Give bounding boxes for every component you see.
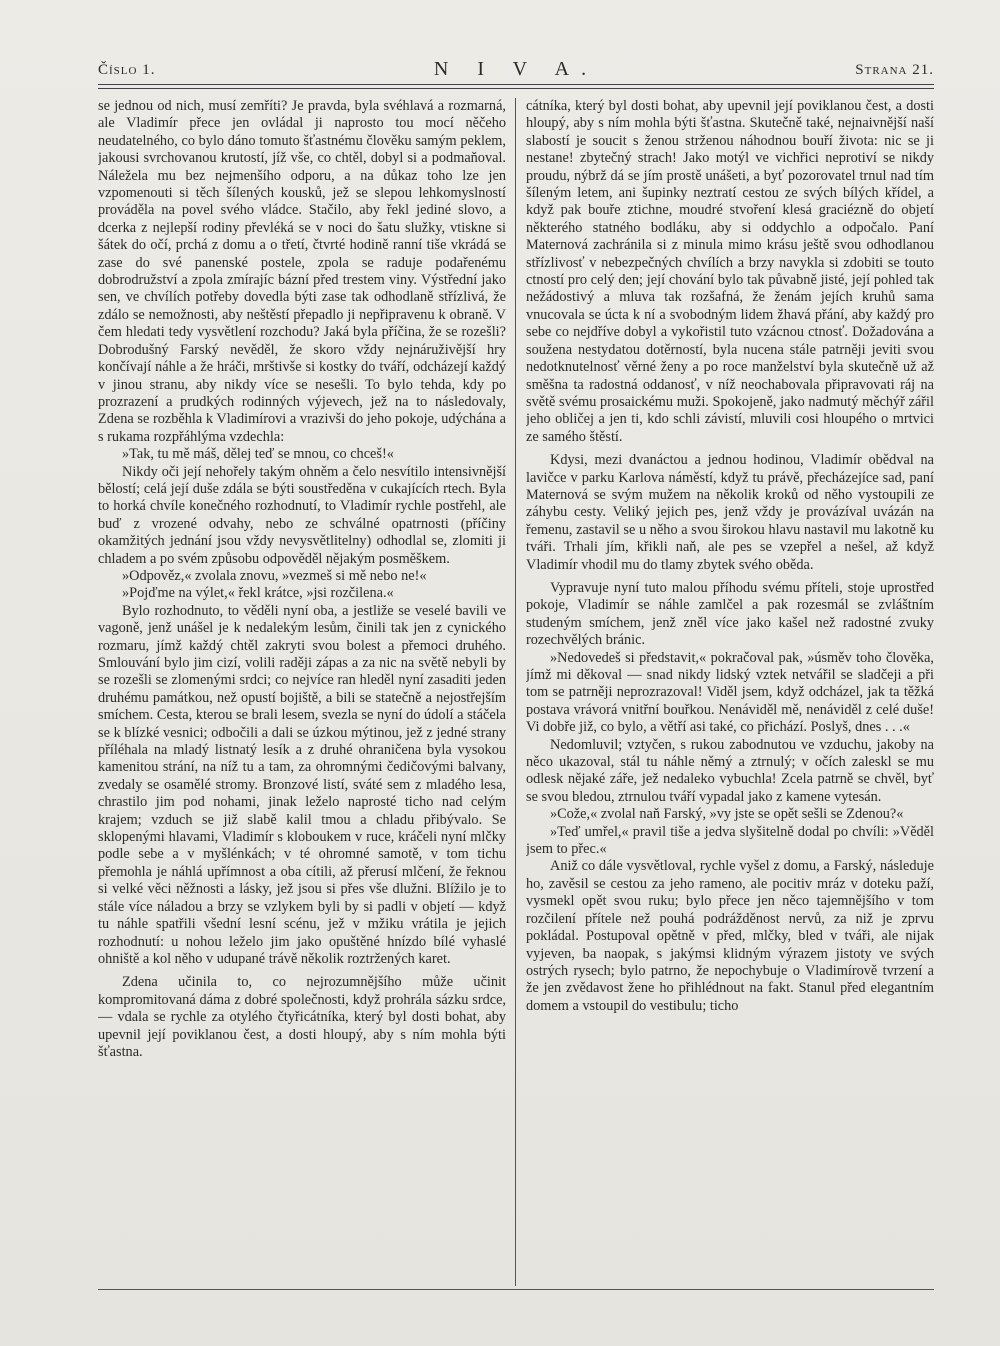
paragraph: cátníka, který byl dosti bohat, aby upevnil její poviklanou čest, a dosti hloupý, aby s ním mohla býti šťastna. Skutečně také, nejnaivnější naší slabostí je soucit s ženou strženou náhodnou bouří života: nic se ji nestane! zbytečný strach! Jako motýl ve vichřici neprotiví se nikdy proudu, nýbrž dá se jím prostě unášeti, a byť pozorovatel trnul nad tím šíleným letem, ani šupinky neztratí cestou ze svých bílých křídel, a když pak bouře ztichne, moudré stvoření klesá graciézně do objetí některého statného bodláku, aby si oddychlo a odpočalo. Paní Maternová zachránila si z minula mimo krásu ještě svou odhodlanou střízlivosť v nebezpečných chvílích a brzy navykla si zdobiti se touto ctností pro celý den; její chování bylo tak půvabně jisté, její pohled tak nežádostivý a mluva tak rozšafná, že ženám jejích kruhů sama vnucovala se úcta k ní a svobodným lidem žhavá přání, aby každý pro sebe co nejdříve dobyl a vykořistil tuto vzácnou ctnosť. Dožadována a soužena nestydatou dotěrností, byla nucena stále patrněji jeviti svou nedotknutelnosť věrné ženy a po roce manželství byla skutečně už až směšna ta radostná oddanosť, v níž neochabovala připravovati ráj na světě svému prosaickému muži. Spokojeně, jako nadmutý měchýř zářil jeho obličej a jen ti, kdo schli závistí, mluvili cosi hloupého o mrtvici ze samého štěstí.: [526, 98, 934, 445]
issue-number: Číslo 1.: [98, 62, 156, 78]
column-divider: [515, 98, 516, 1286]
paragraph: Zdena učinila to, co nejrozumnějšího může učinit kompromitovaná dáma z dobré společnosti, když prohrála sázku srdce, — vdala se rychle za otylého čtyřicátníka, který byl dosti bohat, aby upevnil její poviklanou čest, a dosti hloupý, aby s ním mohla býti šťastna.: [98, 974, 506, 1060]
paragraph: Nikdy oči její nehořely takým ohněm a čelo nesvítilo intensivnější bělostí; celá její duše zdála se býti soustředěna v cukajících rtech. Byla to horká chvíle konečného rozhodnutí, to Vladimír rychle postřehl, ale buď z vrozené odvahy, nebo ze schválné opatrnosti (příčiny okamžitých jednání jsou vždy nevysvětlitelny) odhodlal se, zlomiti ji chladem a po svém způsobu odpověděl nějakým posměškem.: [98, 463, 506, 567]
paragraph: Nedomluvil; vztyčen, s rukou zabodnutou ve vzduchu, jakoby na něco ukazoval, stál tu náhle němý a ztrnulý; v očích zaleskl se mu odlesk nějaké záře, jež nedaleko vybuchla! Zcela patrně se chvěl, byť se svou bledou, ztrnulou tváří vypadal jako z kamene vytesán.: [526, 736, 934, 805]
paragraph: Aniž co dále vysvětloval, rychle vyšel z domu, a Farský, následuje ho, zavěsil se cestou za jeho rameno, ale pocitiv mráz v doteku paží, vysmekl opět svou ruku; bylo přece jen něco tajemnějšího v tom rozčilení přítele než pouhá podrážděnost nervů, za niž je zprvu pokládal. Postupoval opětně v před, mlčky, bled v tváři, ale nijak vyjeven, ba naopak, s jakýmsi klidným výrazem jistoty ve svých ostrých rysech; bylo patrno, že nepochybuje o Vladimírově tvrzení a že jen zvědavost žene ho přihlédnout na fakt. Stanul před elegantním domem a vstoupil do vestibulu; ticho: [526, 858, 934, 1014]
right-column: [526, 98, 934, 1288]
left-column: [98, 98, 506, 1288]
paragraph: Vypravuje nyní tuto malou příhodu svému příteli, stoje uprostřed pokoje, Vladimír se náhle zamlčel a pak rozesmál se zvláštním studeným smíchem, jenž zněl více jako kašel než radostné zvuky rozechvělých bránic.: [526, 579, 934, 649]
masthead-title: N I V A.: [433, 58, 599, 80]
page-number: Strana 21.: [855, 62, 934, 78]
header-rule: [98, 84, 934, 89]
paragraph: Kdysi, mezi dvanáctou a jednou hodinou, Vladimír obědval na lavičce v parku Karlova náměstí, když tu právě, přecházejíce sad, paní Maternová se svým mužem na několik kroků od něho vystoupili ze záhybu cesty. Veliký jejich pes, jenž vždy je provázíval uvázán na řemenu, zastavil se u něho a svou širokou hlavu nastavil mu lakotně ku tváři. Trhali jím, křikli naň, ale pes se vzepřel a nešel, až když Vladimír vhodil mu do tlamy zbytek svého oběda.: [526, 452, 934, 573]
paragraph: Bylo rozhodnuto, to věděli nyní oba, a jestliže se veselé bavili ve vagoně, jenž unášel je k nedalekým lesům, činili tak jen z cynického rozmaru, jímž každý chtěl zakryti svou bolest a přemoci druhého. Smlouvání bylo jim cizí, volili raději zápas a za nic na světě nebyli by se rozešli se zlomenými srdci; co nejvíce ran hleděl nyní zasaditi jeden druhému památkou, než opustí bojiště, a bili se statečně a nejostřejším smíchem. Cesta, kterou se brali lesem, svezla se nyní do údolí a stáčela se k blízké vesnici; odbočili a dali se úzkou mýtinou, jež z jedné strany příléhala na mladý listnatý lesík a z druhé ohraničena byla vysokou kamenitou strání, na níž tu a tam, za ohromnými čedičovými balvany, zvedaly se osamělé stromy. Bronzové listí, sváté sem z mladého lesa, chrastilo jim pod nohami, jinak leželo naprosté ticho nad celým krajem; vzduch se již slabě kalil tmou a chladu přibývalo. Se sklopenými hlavami, Vladimír s kloboukem v ruce, kráčeli nyní mlčky podle sebe a v myšlénkách; v té ohromné samotě, v tom tichu přemohla je náhlá upřímnost a oba cítili, až přerusí mlčení, že řeknou si velké věci něžnosti a lásky, jež jsou si přes vše dlužni. Blížilo je to stále více náladou a brzy se vzlykem byli by si padli v objetí — když tu náhle spatřili všední lesní scénu, jež v mžiku vrátila je jejich rozhodnutí: u nohou leželo jim jako opuštěné hnízdo bílé vyhaslé ohniště a kol něho v udupané trávě několik roztržených karet.: [98, 602, 506, 967]
paragraph: »Odpověz,« zvolala znovu, »vezmeš si mě nebo ne!«: [122, 567, 427, 584]
paragraph: »Nedovedeš si představit,« pokračoval pak, »úsměv toho člověka, jímž mi děkoval — snad nikdy lidský vztek netvářil se sladčeji a při tom se patrněji neprozrazoval! Viděl jsem, když odcházel, jak ta těžká postava vrávorá vnitřní bouřkou. Nenáviděl mě, nenáviděl z celé duše! Vi dobře již, co bylo, a větří asi také, co přichází. Poslyš, dnes . . .«: [526, 649, 934, 736]
page-header: [98, 58, 934, 82]
paragraph: se jednou od nich, musí zemříti? Je pravda, byla svéhlavá a rozmarná, ale Vladimír přece jen ovládal ji naprosto tou mocí něčeho neudatelného, co bylo dáno tomuto šťastnému člověku samým peklem, jakousi svrchovanou krutostí, jíž vše, co chtěl, dobyl si a podmaňoval. Náležela mu bez nejmenšího odporu, a na důkaz toho lze jen vzpomenouti si těch šílených kousků, jež se slepou lehkomyslností prováděla na povel svého vládce. Stačilo, aby řekl jediné slovo, a dcerka z nejlepší rodiny převléká se v noci do šatu služky, vtiskne si šátek do očí, prchá z domu a o třetí, čtvrté hodině ranní tiše vkrádá se zase do své panenské postele, zpola se raduje podařenému dobrodružství a zpola zmírajíc bázní před trestem viny. Výstřední jako sen, ve chvílích potřeby dovedla býti zase tak odhodlaně střízlivá, že zdálo se nemožnosti, aby neštěstí přepadlo ji nepřipravenu k obraně. V čem hledati tedy vysvětlení rozchodu? Jaká byla příčina, že se rozešli? Dobrodušný Farský nevěděl, že skoro vždy nejnáruživější hry končívají náhle a že hráči, mrštivše si kostky do tváří, odcházejí každý v jinou stranu, aby nikdy více se nesešli. To bylo tehda, kdy po prozrazení a prudkých rodinných výjevech, jež na to následovaly, Zdena se rozběhla k Vladimírovi a vrazivši do jeho pokoje, udýchána a s rukama rozpřáhlýma vzdechla:: [98, 98, 506, 445]
paragraph: »Teď umřel,« pravil tiše a jedva slyšitelně dodal po chvíli: »Věděl jsem to přec.«: [526, 823, 934, 858]
paragraph: »Tak, tu mě máš, dělej teď se mnou, co chceš!«: [122, 446, 394, 463]
paragraph: »Pojďme na výlet,« řekl krátce, »jsi rozčilena.«: [122, 585, 394, 602]
footer-rule: [98, 1289, 934, 1292]
paragraph: »Cože,« zvolal naň Farský, »vy jste se opět sešli se Zdenou?«: [550, 806, 904, 823]
